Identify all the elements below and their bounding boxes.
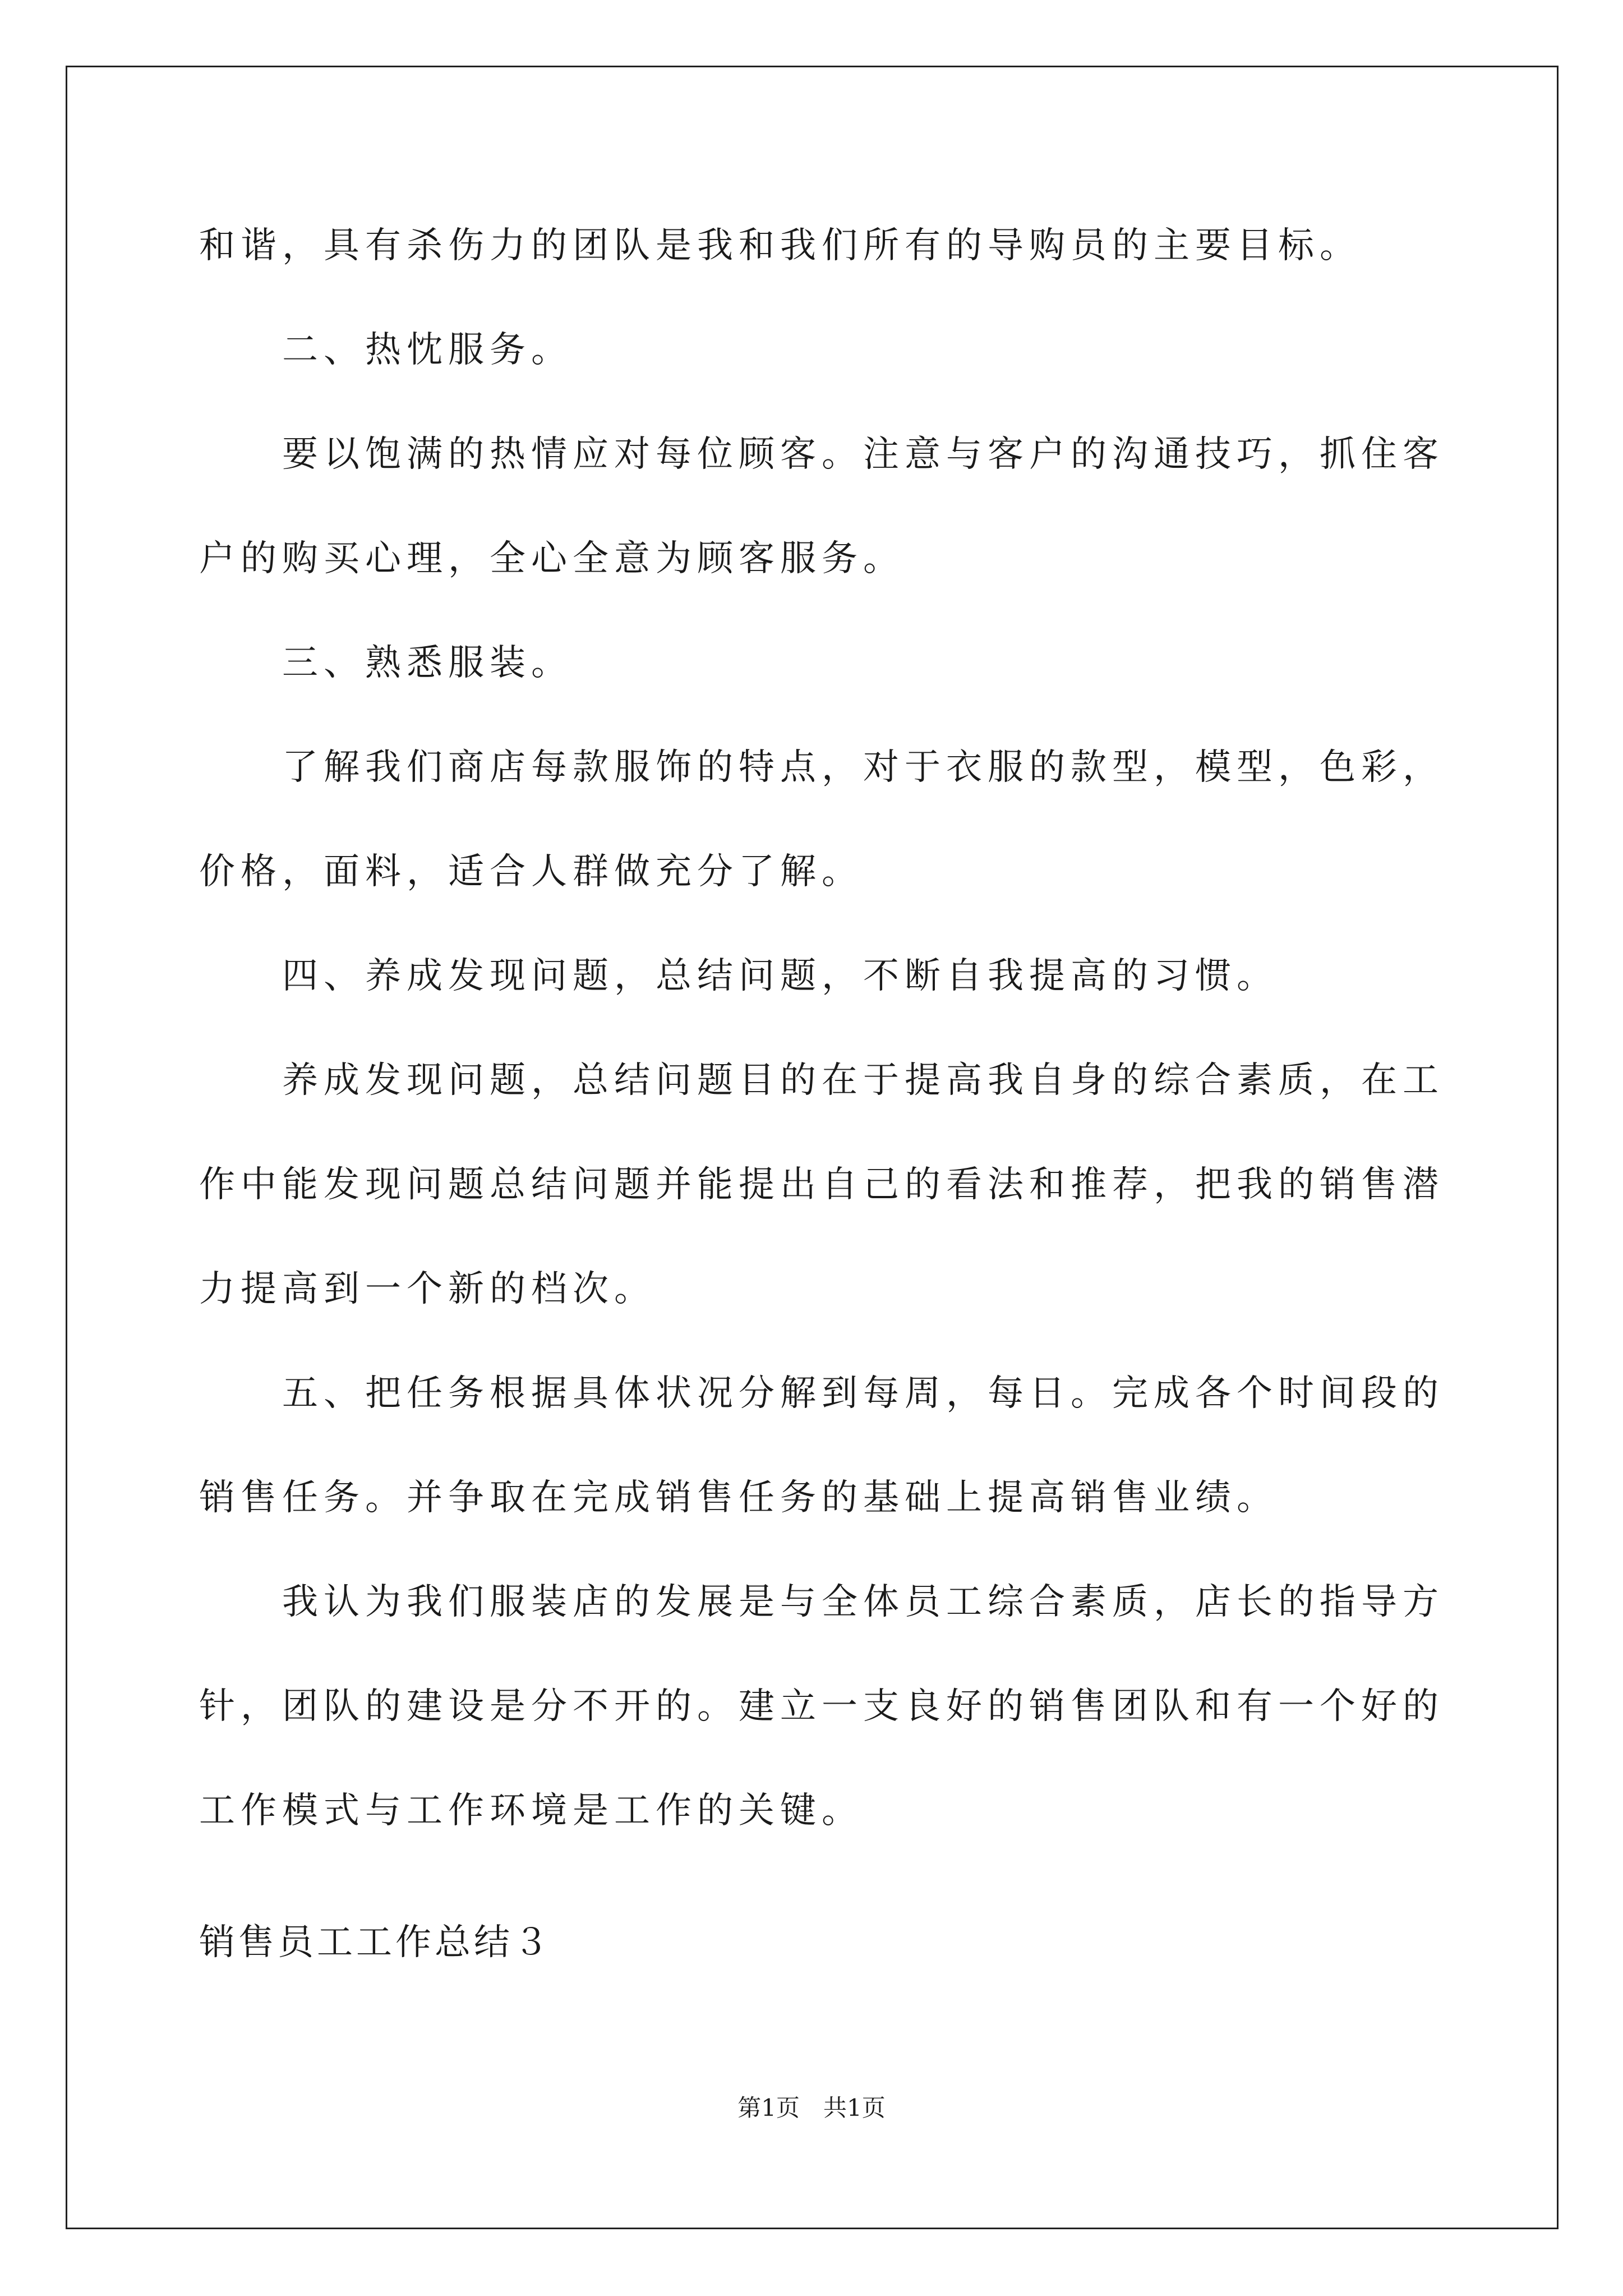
page-footer xyxy=(0,2091,1623,2125)
section-heading-clothing: 三、熟悉服装。 xyxy=(199,642,573,684)
body-line: 和谐，具有杀伤力的团队是我和我们所有的导购员的主要目标。 xyxy=(199,225,1361,266)
summary-title: 销售员工工作总结３ xyxy=(199,1922,552,1963)
body-line: 作中能发现问题总结问题并能提出自己的看法和推荐，把我的销售潜 xyxy=(199,1164,1444,1205)
body-line: 要以饱满的热情应对每位顾客。注意与客户的沟通技巧，抓住客 xyxy=(199,434,1444,475)
section-heading-tasks: 五、把任务根据具体状况分解到每周，每日。完成各个时间段的 xyxy=(199,1373,1444,1414)
body-line: 我认为我们服装店的发展是与全体员工综合素质，店长的指导方 xyxy=(199,1581,1444,1623)
page-number: 第1页 xyxy=(737,2094,800,2122)
body-line: 户的购买心理，全心全意为顾客服务。 xyxy=(199,538,905,579)
section-heading-habits: 四、养成发现问题，总结问题，不断自我提高的习惯。 xyxy=(199,955,1278,997)
body-line: 了解我们商店每款服饰的特点，对于衣服的款型，模型，色彩， xyxy=(199,747,1444,788)
page-total: 共1页 xyxy=(823,2094,886,2122)
body-line: 工作模式与工作环境是工作的关键。 xyxy=(199,1790,863,1832)
body-line: 销售任务。并争取在完成销售任务的基础上提高销售业绩。 xyxy=(199,1477,1278,1519)
body-line: 力提高到一个新的档次。 xyxy=(199,1268,656,1310)
body-line: 价格，面料，适合人群做充分了解。 xyxy=(199,851,863,892)
body-line: 养成发现问题，总结问题目的在于提高我自身的综合素质，在工 xyxy=(199,1060,1444,1101)
document-body xyxy=(199,219,1444,1838)
body-line: 针，团队的建设是分不开的。建立一支良好的销售团队和有一个好的 xyxy=(199,1686,1444,1727)
section-heading-service: 二、热忱服务。 xyxy=(199,329,573,371)
